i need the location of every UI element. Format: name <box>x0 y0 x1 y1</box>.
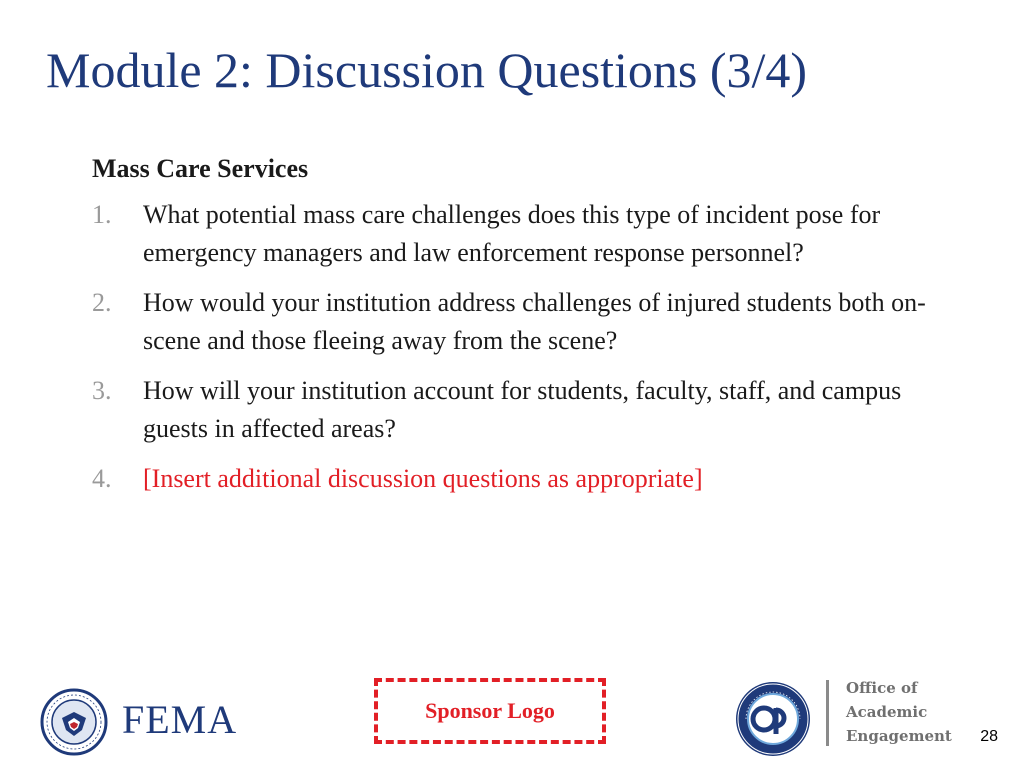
question-item-4-placeholder <box>92 460 972 498</box>
logo-divider <box>826 680 829 746</box>
question-item-3 <box>92 372 972 448</box>
section-heading: Mass Care Services <box>92 154 309 183</box>
question-number: 1. <box>92 199 112 229</box>
question-placeholder-text: [Insert additional discussion questions as appropriate] <box>143 463 703 493</box>
sponsor-logo-placeholder <box>374 678 606 744</box>
question-item-2 <box>92 284 972 360</box>
sponsor-logo-label: Sponsor Logo <box>425 698 555 723</box>
question-list <box>92 196 972 498</box>
office-academic-engagement-logo <box>846 676 952 748</box>
question-number: 2. <box>92 287 112 317</box>
page-number: 28 <box>980 728 998 745</box>
question-text: How would your institution address challenges of injured students both on-scene and those fleeing away from the scene? <box>143 287 926 355</box>
slide-title: Module 2: Discussion Questions (3/4) <box>46 42 808 98</box>
dhs-seal-icon <box>40 688 108 756</box>
office-line-2: Academic <box>846 703 928 721</box>
question-text: What potential mass care challenges does this type of incident pose for emergency managers and law enforcement response personnel? <box>143 199 881 267</box>
question-item-1 <box>92 196 972 272</box>
office-line-3: Engagement <box>846 727 952 745</box>
campus-resilience-seal-icon <box>734 680 812 758</box>
fema-logo-text: FEMA <box>122 697 238 742</box>
question-number: 3. <box>92 375 112 405</box>
slide-content <box>92 152 972 510</box>
slide-footer <box>0 658 1024 768</box>
question-text: How will your institution account for students, faculty, staff, and campus guests in affected areas? <box>143 375 902 443</box>
office-line-1: Office of <box>846 679 918 697</box>
question-number: 4. <box>92 463 112 493</box>
